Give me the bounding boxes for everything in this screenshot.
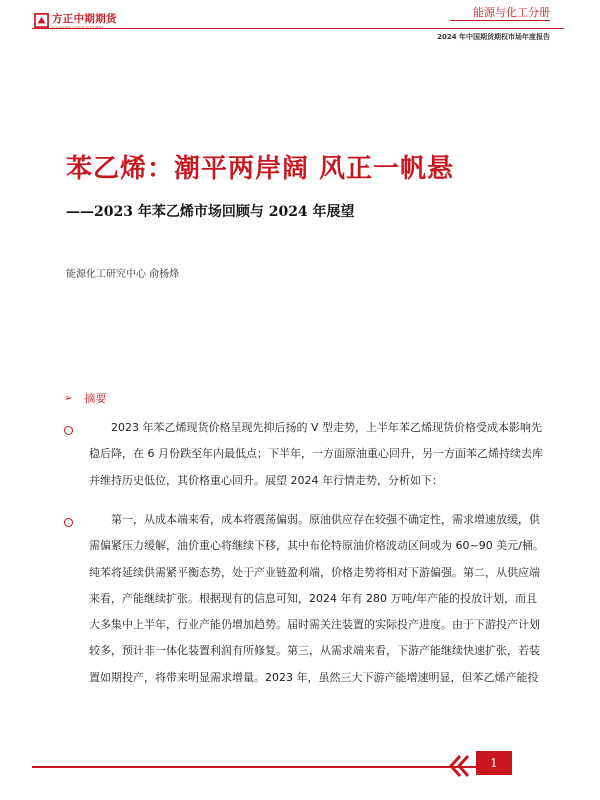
page-number: 1 <box>476 751 512 775</box>
header-divider <box>32 28 564 29</box>
section-tag: 能源与化工分册 <box>473 6 550 19</box>
paragraph-line: 来看，产能继续扩张。根据现有的信息可知，2024 年有 280 万吨/年产能的投放计划，而且 <box>89 591 538 605</box>
footer-divider <box>32 766 502 768</box>
logo-chinese-name: 方正中期期货 <box>52 13 117 25</box>
paragraph-line: 需偏紧压力缓解，油价重心将继续下移，其中布伦特原油价格波动区间或为 60~90 美元/桶。 <box>89 539 544 553</box>
paragraph-line: 第一，从成本端来看，成本将震荡偏弱。原油供应存在较强不确定性，需求增速放缓，供 <box>111 513 540 526</box>
abstract-paragraph-2 <box>89 507 551 691</box>
page-title: 苯乙烯：潮平两岸阔 风正一帆悬 <box>66 154 455 184</box>
paragraph-line: 置如期投产，将带来明显需求增量。2023 年，虽然三大下游产能增速明显，但苯乙烯产能投 <box>89 670 539 684</box>
paragraph-line: 稳后降，在 6 月份跌至年内最低点；下半年，一方面原油重心回升，另一方面苯乙烯持续去库 <box>89 447 543 461</box>
abstract-heading-label: 摘要 <box>84 392 107 405</box>
paragraph-line: 大多集中上半年，行业产能仍增加趋势。届时需关注装置的实际投产进度。由于下游投产计划 <box>89 618 540 632</box>
bullet-circle-icon <box>64 426 73 435</box>
arrow-right-icon: ➢ <box>64 392 73 404</box>
paragraph-line: 纯苯将延续供需紧平衡态势，处于产业链盈利端，价格走势将相对下游偏强。第二，从供应端 <box>89 565 540 579</box>
paragraph-line: 2023 年苯乙烯现货价格呈现先抑后扬的 V 型走势，上半年苯乙烯现货价格受成本影响先 <box>111 421 543 434</box>
report-name: 2024 年中国期货期权市场年度报告 <box>437 33 550 41</box>
abstract-heading <box>64 390 106 406</box>
logo-mark-icon <box>34 13 49 28</box>
bullet-circle-icon <box>64 518 73 527</box>
paragraph-line: 并维持历史低位，其价格重心回升。展望 2024 年行情走势，分析如下： <box>89 473 443 487</box>
paragraph-line: 较多，预计非一体化装置利润有所修复。第三，从需求端来看，下游产能继续快速扩张，若装 <box>89 644 540 658</box>
abstract-paragraph-1 <box>89 415 551 494</box>
section-tag-underline <box>450 20 550 21</box>
page-subtitle: ——2023 年苯乙烯市场回顾与 2024 年展望 <box>66 204 355 220</box>
author-line: 能源化工研究中心 俞杨烽 <box>66 269 180 280</box>
double-chevron-left-icon <box>446 753 472 779</box>
